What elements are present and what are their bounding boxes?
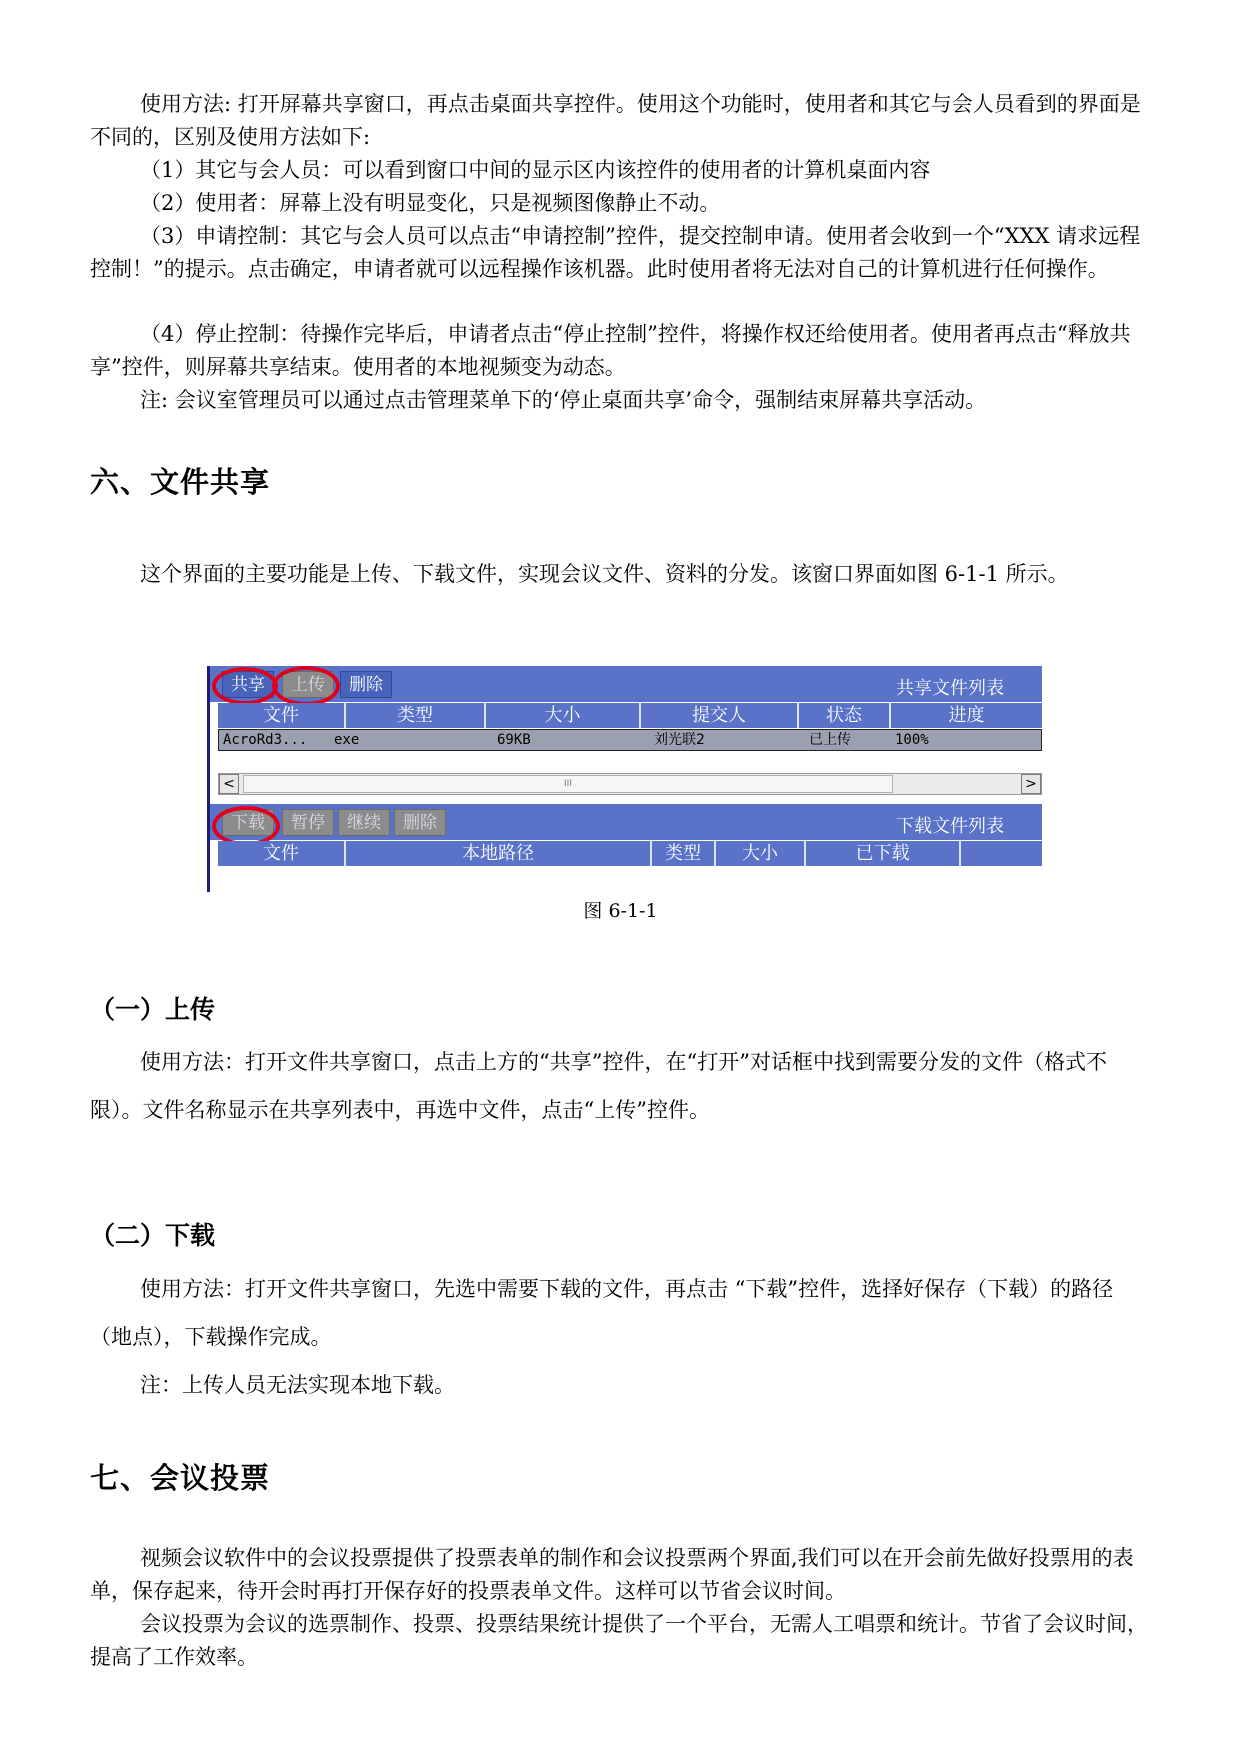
resume-button[interactable]: 继续	[338, 809, 390, 836]
column-local-path[interactable]: 本地路径	[346, 841, 652, 866]
heading-download: （二）下载	[90, 1221, 216, 1250]
horizontal-scrollbar[interactable]	[218, 773, 1042, 795]
delete-download-button[interactable]: 删除	[394, 809, 446, 836]
column-progress[interactable]: 进度	[948, 705, 985, 726]
row-size: 69KB	[497, 732, 531, 748]
column-size[interactable]: 大小	[486, 703, 641, 728]
column-type[interactable]: 类型	[652, 841, 716, 866]
scroll-thumb[interactable]: III	[243, 775, 893, 793]
table-row[interactable]	[218, 729, 1042, 751]
scroll-left-icon[interactable]: <	[219, 774, 239, 794]
highlight-circle-share	[212, 667, 278, 705]
heading-file-sharing: 六、文件共享	[90, 465, 271, 499]
download-file-list-title: 下载文件列表	[896, 816, 1004, 837]
paragraph-note: 注: 会议室管理员可以通过点击管理菜单下的‘停止桌面共享’命令，强制结束屏幕共享活动。	[140, 388, 987, 412]
column-file[interactable]: 文件	[218, 841, 346, 866]
paragraph-voting-2: 会议投票为会议的选票制作、投票、投票结果统计提供了一个平台，无需人工唱票和统计。节省了会议时间，提高了工作效率。	[90, 1612, 1148, 1669]
paragraph-item-2: （2）使用者：屏幕上没有明显变化，只是视频图像静止不动。	[140, 191, 721, 215]
download-toolbar	[210, 804, 1042, 840]
column-size[interactable]: 大小	[716, 841, 806, 866]
column-status[interactable]: 状态	[799, 703, 891, 728]
paragraph-download-note: 注：上传人员无法实现本地下载。	[140, 1373, 455, 1397]
row-status: 已上传	[809, 732, 851, 748]
paragraph-download: 使用方法：打开文件共享窗口，先选中需要下载的文件，再点击 “下载”控件，选择好保存（下载）的路径（地点），下载操作完成。	[90, 1277, 1114, 1349]
scroll-right-icon[interactable]: >	[1021, 774, 1041, 794]
paragraph-usage: 使用方法: 打开屏幕共享窗口，再点击桌面共享控件。使用这个功能时，使用者和其它与会人员看到的界面是不同的，区别及使用方法如下:	[90, 92, 1141, 149]
row-file: AcroRd3...	[223, 732, 308, 748]
column-downloaded[interactable]: 已下载	[806, 841, 961, 866]
highlight-circle-upload	[272, 666, 340, 706]
row-type: exe	[334, 732, 360, 748]
row-submitter: 刘光联2	[654, 732, 705, 748]
upload-button[interactable]: 上传	[282, 671, 334, 698]
share-button[interactable]: 共享	[222, 671, 274, 698]
paragraph-item-4: （4）停止控制：待操作完毕后，申请者点击“停止控制”控件，将操作权还给使用者。使用者再点击“释放共享”控件，则屏幕共享结束。使用者的本地视频变为动态。	[90, 322, 1131, 379]
shared-list-header	[218, 703, 1042, 728]
heading-upload: （一）上传	[90, 995, 216, 1024]
delete-shared-button[interactable]: 删除	[340, 671, 392, 698]
row-progress: 100%	[895, 732, 929, 748]
shared-file-list-title: 共享文件列表	[896, 678, 1004, 699]
download-button[interactable]: 下载	[222, 809, 274, 836]
paragraph-file-sharing-intro: 这个界面的主要功能是上传、下载文件，实现会议文件、资料的分发。该窗口界面如图 6-1-1 所示。	[140, 562, 1069, 586]
paragraph-upload: 使用方法：打开文件共享窗口，点击上方的“共享”控件，在“打开”对话框中找到需要分发的文件（格式不限）。文件名称显示在共享列表中，再选中文件，点击“上传”控件。	[90, 1050, 1107, 1122]
download-list-header	[218, 841, 1042, 866]
file-sharing-window-screenshot	[207, 666, 1042, 892]
paragraph-item-1: （1）其它与会人员：可以看到窗口中间的显示区内该控件的使用者的计算机桌面内容	[140, 158, 931, 182]
figure-caption: 图 6-1-1	[583, 900, 658, 922]
column-file[interactable]: 文件	[218, 703, 346, 728]
paragraph-item-3: （3）申请控制：其它与会人员可以点击“申请控制”控件，提交控制申请。使用者会收到一个“XXX 请求远程控制！”的提示。点击确定，申请者就可以远程操作该机器。此时使用者将无法对自己的计算机进行任何操作。	[90, 224, 1141, 281]
column-type[interactable]: 类型	[346, 703, 486, 728]
paragraph-voting-1: 视频会议软件中的会议投票提供了投票表单的制作和会议投票两个界面,我们可以在开会前先做好投票用的表单，保存起来，待开会时再打开保存好的投票表单文件。这样可以节省会议时间。	[90, 1546, 1134, 1603]
heading-voting: 七、会议投票	[90, 1461, 271, 1495]
column-submitter[interactable]: 提交人	[641, 703, 799, 728]
highlight-circle-download	[212, 806, 280, 846]
pause-button[interactable]: 暂停	[282, 809, 334, 836]
